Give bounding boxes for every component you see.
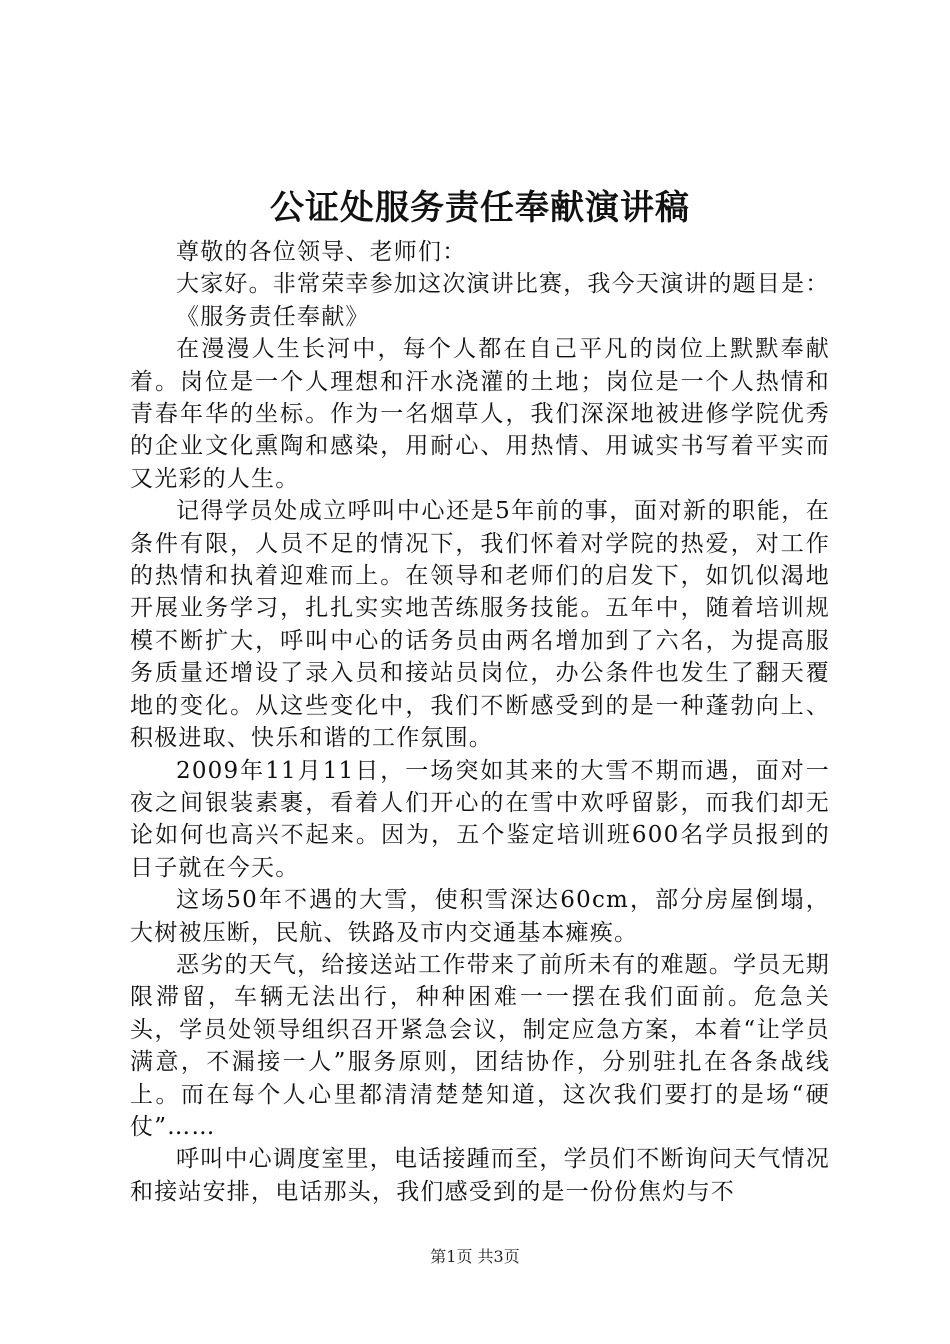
page-number-footer: 第1页 共3页 — [430, 1247, 520, 1266]
paragraph-body: 记得学员处成立呼叫中心还是5年前的事，面对新的职能，在条件有限，人员不足的情况下，我们怀着对学院的热爱，对工作的热情和执着迎难而上。在领导和老师们的启发下，如饥似渴地开展业务学习，扎扎实实地苦练服务技能。五年中，随着培训规模不断扩大，呼叫中心的话务员由两名增加到了六名，为提高服务质量还增设了录入员和接站员岗位，办公条件也发生了翻天覆地的变化。从这些变化中，我们不断感受到的是一种蓬勃向上、积极进取、快乐和谐的工作氛围。 — [130, 498, 830, 752]
paragraph-body: 恶劣的天气，给接送站工作带来了前所未有的难题。学员无期限滞留，车辆无法出行，种种困难一一摆在我们面前。危急关头，学员处领导组织召开紧急会议，制定应急方案，本着“让学员满意，不漏接一人”服务原则，团结协作，分别驻扎在各条战线上。而在每个人心里都清清楚楚知道，这次我们要打的是场“硬仗”…… — [130, 951, 830, 1140]
paragraph-salutation: 尊敬的各位领导、老师们： — [176, 239, 467, 265]
paragraph-speech-topic: 《服务责任奉献》 — [176, 303, 370, 330]
paragraph-body: 在漫漫人生长河中，每个人都在自己平凡的岗位上默默奉献着。岗位是一个人理想和汗水浇灌的土地；岗位是一个人热情和青春年华的坐标。作为一名烟草人，我们深深地被进修学院优秀的企业文化熏陶和感染，用耐心、用热情、用诚实书写着平实而又光彩的人生。 — [130, 336, 830, 492]
paragraph-greeting: 大家好。非常荣幸参加这次演讲比赛，我今天演讲的题目是： — [176, 271, 830, 298]
paragraph-body: 这场50年不遇的大雪，使积雪深达60cm，部分房屋倒塌，大树被压断，民航、铁路及市内交通基本瘫痪。 — [130, 887, 830, 946]
document-page — [130, 180, 830, 1208]
paragraph-body: 呼叫中心调度室里，电话接踵而至，学员们不断询问天气情况和接站安排，电话那头，我们感受到的是一份份焦灼与不 — [130, 1146, 830, 1205]
paragraph-body: 2009年11月11日，一场突如其来的大雪不期而遇，面对一夜之间银装素裹，看着人们开心的在雪中欢呼留影，而我们却无论如何也高兴不起来。因为，五个鉴定培训班600名学员报到的日子就在今天。 — [130, 757, 830, 881]
document-title: 公证处服务责任奉献演讲稿 — [270, 188, 690, 228]
